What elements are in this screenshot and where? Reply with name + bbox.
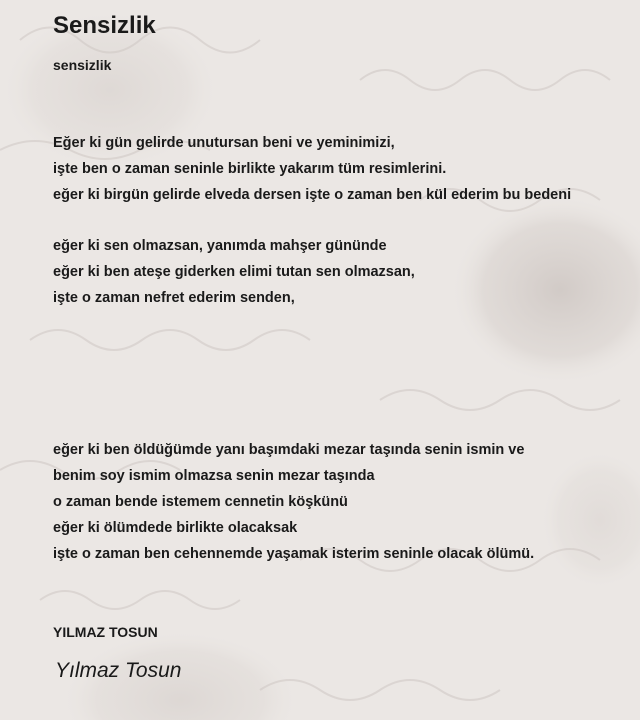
stanza-2 bbox=[53, 233, 415, 311]
poem-line: eğer ki birgün gelirde elveda dersen işte o zaman ben kül ederim bu bedeni bbox=[53, 187, 572, 203]
stanza-3 bbox=[53, 437, 534, 567]
poem-line: işte ben o zaman seninle birlikte yakarım tüm resimlerini. bbox=[53, 161, 447, 177]
poem-line: işte o zaman ben cehennemde yaşamak isterim seninle olacak ölümü. bbox=[53, 546, 535, 562]
poem-line: eğer ki sen olmazsan, yanımda mahşer gününde bbox=[53, 238, 387, 254]
poem-line: eğer ki ben ateşe giderken elimi tutan sen olmazsan, bbox=[53, 264, 415, 280]
poem-title: Sensizlik bbox=[53, 12, 156, 39]
poem-line: Eğer ki gün gelirde unutursan beni ve yeminimizi, bbox=[53, 135, 395, 151]
poem-line: eğer ki ölümdede birlikte olacaksak bbox=[53, 520, 298, 536]
poem-line: eğer ki ben öldüğümde yanı başımdaki mezar taşında senin ismin ve bbox=[53, 442, 525, 458]
author-signature: Yılmaz Tosun bbox=[55, 659, 182, 682]
poem-line: benim soy ismim olmazsa senin mezar taşında bbox=[53, 468, 375, 484]
author-name: YILMAZ TOSUN bbox=[53, 624, 158, 640]
poem-subtitle: sensizlik bbox=[53, 57, 112, 73]
poem-line: o zaman bende istemem cennetin köşkünü bbox=[53, 494, 348, 510]
stanza-1 bbox=[53, 130, 571, 208]
poem-line: işte o zaman nefret ederim senden, bbox=[53, 290, 295, 306]
